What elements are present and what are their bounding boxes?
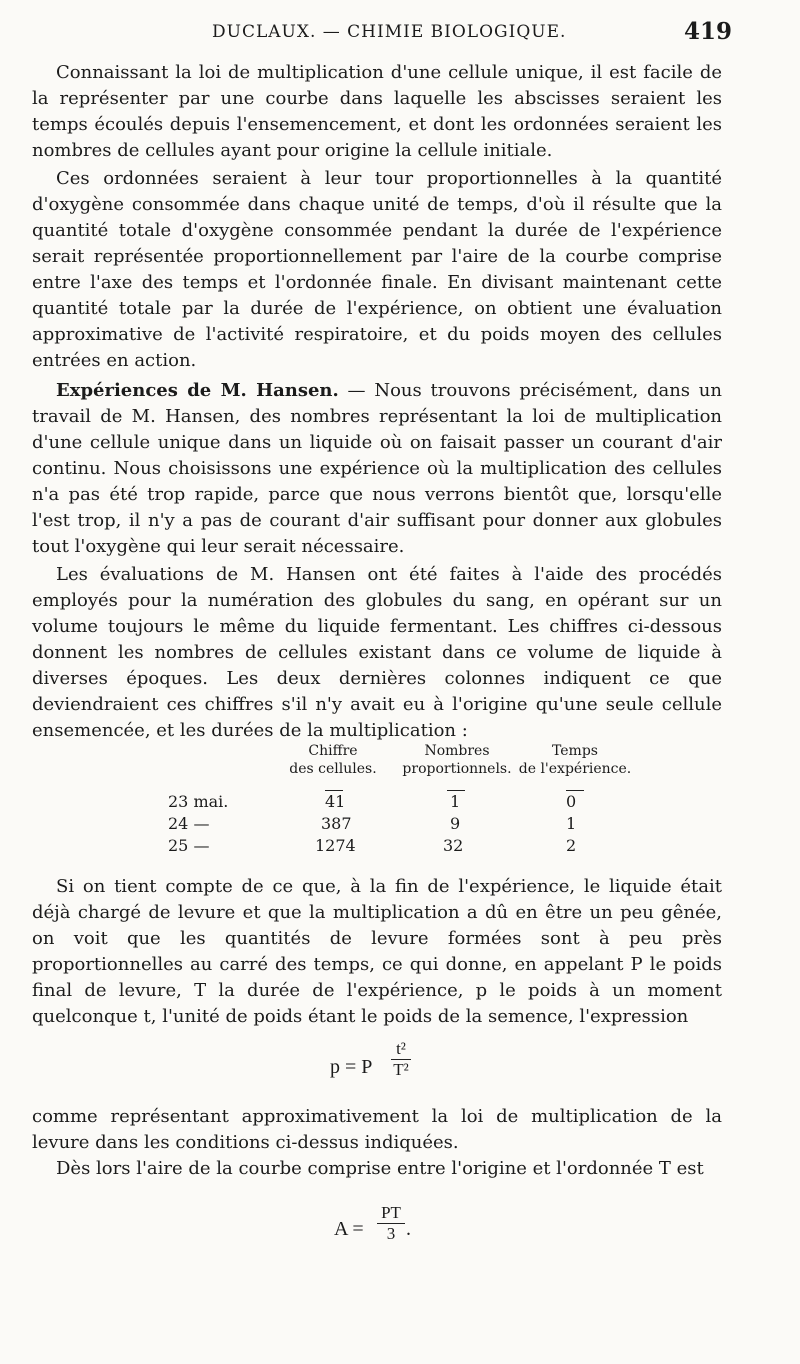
formula-area-denominator: 3 [386, 1224, 396, 1243]
formula-growth-lhs: p = P [330, 1056, 373, 1078]
table-header-proportional: Nombres proportionnels. [402, 743, 512, 777]
table-cell-proportional: 9 [450, 814, 461, 833]
table-rule [566, 790, 584, 791]
table-cell-time: 1 [566, 814, 577, 833]
formula-area-fraction [377, 1204, 405, 1243]
formula-growth-numerator: t² [396, 1039, 406, 1058]
table-header-time: Temps de l'expérience. [518, 743, 632, 777]
table-rule [325, 790, 343, 791]
table-cell-cells: 1274 [315, 836, 356, 855]
table-cell-time: 2 [566, 836, 577, 855]
table-cell-proportional: 1 [450, 792, 461, 811]
page-number: 419 [684, 18, 733, 45]
formula-area-numerator: PT [381, 1203, 401, 1222]
formula-growth-fraction [391, 1040, 411, 1079]
paragraph-3 [32, 378, 722, 560]
paragraph-7: Dès lors l'aire de la courbe comprise entre l'origine et l'ordonnée T est [56, 1158, 704, 1179]
paragraph-4: Les évaluations de M. Hansen ont été faites à l'aide des procédés employés pour la numération des globules du sang, en opérant sur un volume toujours le même du liquide fermentant. Les chiffres ci-dessous donnent les nombres de cellules existant dans ce volume de liquide à diverses époques. Les deux dernières colonnes indiquent ce que deviendraient ces chiffres s'il n'y avait eu à l'origine qu'une seule cellule ensemencée, et les durées de la multiplication : [32, 564, 722, 741]
table-cell-time: 0 [566, 792, 577, 811]
formula-growth-denominator: T² [393, 1060, 409, 1079]
page-header [0, 18, 800, 48]
paragraph-2: Ces ordonnées seraient à leur tour proportionnelles à la quantité d'oxygène consommée dans chaque unité de temps, d'où il résulte que la quantité totale d'oxygène consommée pendant la durée de l'expérience serait représentée proportionnellement par l'aire de la courbe comprise entre l'axe des temps et l'ordonnée finale. En divisant maintenant cette quantité totale par la durée de l'expérience, on obtient une évaluation approximative de l'activité respiratoire, et du poids moyen des cellules entrées en action. [32, 168, 722, 371]
table-cell-date: 23 mai. [168, 792, 229, 811]
formula-area-period: . [406, 1218, 411, 1240]
table-rule [447, 790, 465, 791]
running-title: DUCLAUX. — CHIMIE BIOLOGIQUE. [212, 22, 567, 42]
paragraph-6: comme représentant approximativement la loi de multiplication de la levure dans les conditions ci-dessus indiquées. [32, 1106, 722, 1153]
table-cell-cells: 387 [321, 814, 352, 833]
table-header-cells: Chiffre des cellules. [289, 743, 377, 777]
paragraph-5: Si on tient compte de ce que, à la fin de l'expérience, le liquide était déjà chargé de levure et que la multiplication a dû en être un peu gênée, on voit que les quantités de levure formées sont à peu près proportionnelles au carré des temps, ce qui donne, en appelant P le poids final de levure, T la durée de l'expérience, p le poids à un moment quelconque t, l'unité de poids étant le poids de la semence, l'expression [32, 876, 722, 1027]
paragraph-1: Connaissant la loi de multiplication d'une cellule unique, il est facile de la représenter par une courbe dans laquelle les abscisses seraient les temps écoulés depuis l'ensemencement, et dont les ordonnées seraient les nombres de cellules ayant pour origine la cellule initiale. [32, 62, 722, 161]
table-cell-date: 24 — [168, 814, 210, 833]
table-cell-cells: 41 [325, 792, 346, 811]
formula-area-lhs: A = [334, 1218, 364, 1240]
section-heading: Expériences de M. Hansen. [56, 380, 339, 401]
paragraph-3-body: — Nous trouvons précisément, dans un travail de M. Hansen, des nombres représentant la loi de multiplication d'une cellule unique dans un liquide où on faisait passer un courant d'air continu. Nous choisissons une expérience où la multiplication des cellules n'a pas été trop rapide, parce que nous verrons bientôt que, lorsqu'elle l'est trop, il n'y a pas de courant d'air suffisant pour donner aux globules tout l'oxygène qui leur serait nécessaire. [32, 380, 722, 557]
table-cell-date: 25 — [168, 836, 210, 855]
table-cell-proportional: 32 [443, 836, 464, 855]
